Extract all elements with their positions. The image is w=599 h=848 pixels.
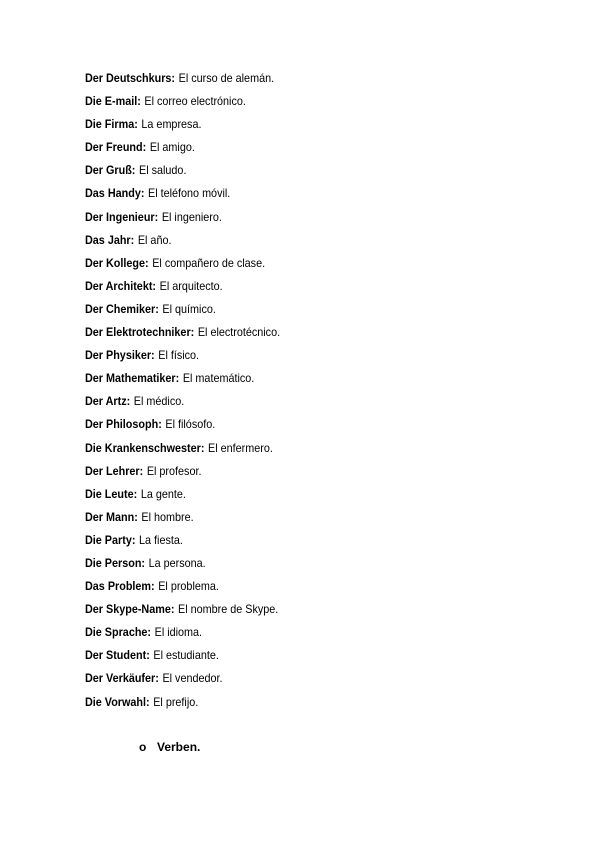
vocabulary-term: Die Person: bbox=[85, 555, 146, 570]
vocabulary-translation: El ingeniero. bbox=[161, 209, 222, 224]
vocabulary-term: Die Firma: bbox=[85, 117, 138, 132]
vocabulary-item bbox=[85, 93, 280, 116]
vocabulary-item bbox=[85, 440, 280, 463]
vocabulary-term: Der Gruß: bbox=[85, 163, 136, 178]
vocabulary-item bbox=[85, 463, 280, 486]
vocabulary-list bbox=[85, 70, 302, 717]
vocabulary-item bbox=[85, 624, 280, 647]
vocabulary-term: Der Mathematiker: bbox=[85, 371, 180, 386]
vocabulary-translation: El profesor. bbox=[146, 463, 202, 478]
vocabulary-translation: La gente. bbox=[140, 486, 186, 501]
vocabulary-translation: El hombre. bbox=[141, 509, 194, 524]
vocabulary-item bbox=[85, 70, 280, 93]
vocabulary-term: Der Ingenieur: bbox=[85, 209, 159, 224]
vocabulary-term: Der Student: bbox=[85, 648, 150, 663]
vocabulary-item bbox=[85, 278, 280, 301]
vocabulary-item bbox=[85, 139, 280, 162]
vocabulary-translation: El electrotécnico. bbox=[197, 325, 281, 340]
vocabulary-translation: El curso de alemán. bbox=[178, 71, 275, 85]
vocabulary-item bbox=[85, 209, 280, 232]
vocabulary-translation: El prefijo. bbox=[153, 694, 199, 709]
vocabulary-item bbox=[85, 578, 280, 601]
vocabulary-term: Der Kollege: bbox=[85, 255, 149, 270]
vocabulary-term: Der Verkäufer: bbox=[85, 671, 159, 686]
vocabulary-item bbox=[85, 532, 280, 555]
vocabulary-term: Der Lehrer: bbox=[85, 463, 144, 478]
vocabulary-item bbox=[85, 232, 280, 255]
vocabulary-term: Die Leute: bbox=[85, 486, 138, 501]
vocabulary-translation: El filósofo. bbox=[165, 417, 216, 432]
vocabulary-translation: El matemático. bbox=[182, 371, 255, 386]
vocabulary-translation: La fiesta. bbox=[139, 532, 183, 547]
vocabulary-translation: El enfermero. bbox=[208, 440, 273, 455]
vocabulary-translation: El amigo. bbox=[149, 140, 195, 155]
vocabulary-term: Die Krankenschwester: bbox=[85, 440, 205, 455]
vocabulary-term: Der Artz: bbox=[85, 394, 131, 409]
vocabulary-translation: El saludo. bbox=[139, 163, 187, 178]
vocabulary-term: Der Architekt: bbox=[85, 278, 157, 293]
vocabulary-item bbox=[85, 509, 280, 532]
vocabulary-item bbox=[85, 601, 280, 624]
vocabulary-item bbox=[85, 647, 280, 670]
vocabulary-translation: El físico. bbox=[158, 348, 200, 363]
vocabulary-item bbox=[85, 393, 280, 416]
vocabulary-item bbox=[85, 670, 280, 693]
vocabulary-translation: El médico. bbox=[133, 394, 185, 409]
vocabulary-translation: El compañero de clase. bbox=[152, 255, 266, 270]
vocabulary-item bbox=[85, 555, 280, 578]
vocabulary-term: Die Sprache: bbox=[85, 625, 152, 640]
vocabulary-translation: El correo electrónico. bbox=[144, 94, 246, 109]
vocabulary-item bbox=[85, 347, 280, 370]
vocabulary-term: Der Chemiker: bbox=[85, 301, 159, 316]
vocabulary-item bbox=[85, 324, 280, 347]
vocabulary-translation: El problema. bbox=[158, 579, 219, 594]
vocabulary-translation: La persona. bbox=[148, 555, 206, 570]
vocabulary-term: Der Mann: bbox=[85, 509, 138, 524]
vocabulary-term: Die Vorwahl: bbox=[85, 694, 150, 709]
vocabulary-translation: El teléfono móvil. bbox=[148, 186, 231, 201]
vocabulary-item bbox=[85, 301, 280, 324]
vocabulary-translation: El químico. bbox=[162, 301, 216, 316]
vocabulary-term: Die E-mail: bbox=[85, 94, 141, 109]
vocabulary-term: Der Skype-Name: bbox=[85, 602, 175, 617]
vocabulary-item bbox=[85, 255, 280, 278]
vocabulary-term: Der Deutschkurs: bbox=[85, 71, 176, 85]
section-heading-verbs bbox=[139, 739, 200, 755]
vocabulary-term: Die Party: bbox=[85, 532, 136, 547]
vocabulary-item bbox=[85, 370, 280, 393]
vocabulary-translation: El arquitecto. bbox=[159, 278, 223, 293]
vocabulary-translation: El estudiante. bbox=[153, 648, 219, 663]
vocabulary-item bbox=[85, 694, 280, 717]
vocabulary-term: Der Elektrotechniker: bbox=[85, 325, 195, 340]
vocabulary-term: Das Jahr: bbox=[85, 232, 135, 247]
vocabulary-term: Der Freund: bbox=[85, 140, 147, 155]
section-title: Verben. bbox=[157, 740, 201, 754]
vocabulary-item bbox=[85, 486, 280, 509]
vocabulary-translation: La empresa. bbox=[141, 117, 202, 132]
vocabulary-translation: El nombre de Skype. bbox=[178, 602, 279, 617]
vocabulary-term: Der Philosoph: bbox=[85, 417, 162, 432]
vocabulary-term: Das Handy: bbox=[85, 186, 145, 201]
vocabulary-item bbox=[85, 185, 280, 208]
vocabulary-translation: El vendedor. bbox=[162, 671, 223, 686]
vocabulary-item bbox=[85, 116, 280, 139]
vocabulary-item bbox=[85, 416, 280, 439]
vocabulary-term: Der Physiker: bbox=[85, 348, 155, 363]
list-bullet: o bbox=[139, 740, 147, 754]
vocabulary-item bbox=[85, 162, 280, 185]
vocabulary-translation: El año. bbox=[137, 232, 172, 247]
vocabulary-translation: El idioma. bbox=[154, 625, 203, 640]
vocabulary-term: Das Problem: bbox=[85, 579, 155, 594]
